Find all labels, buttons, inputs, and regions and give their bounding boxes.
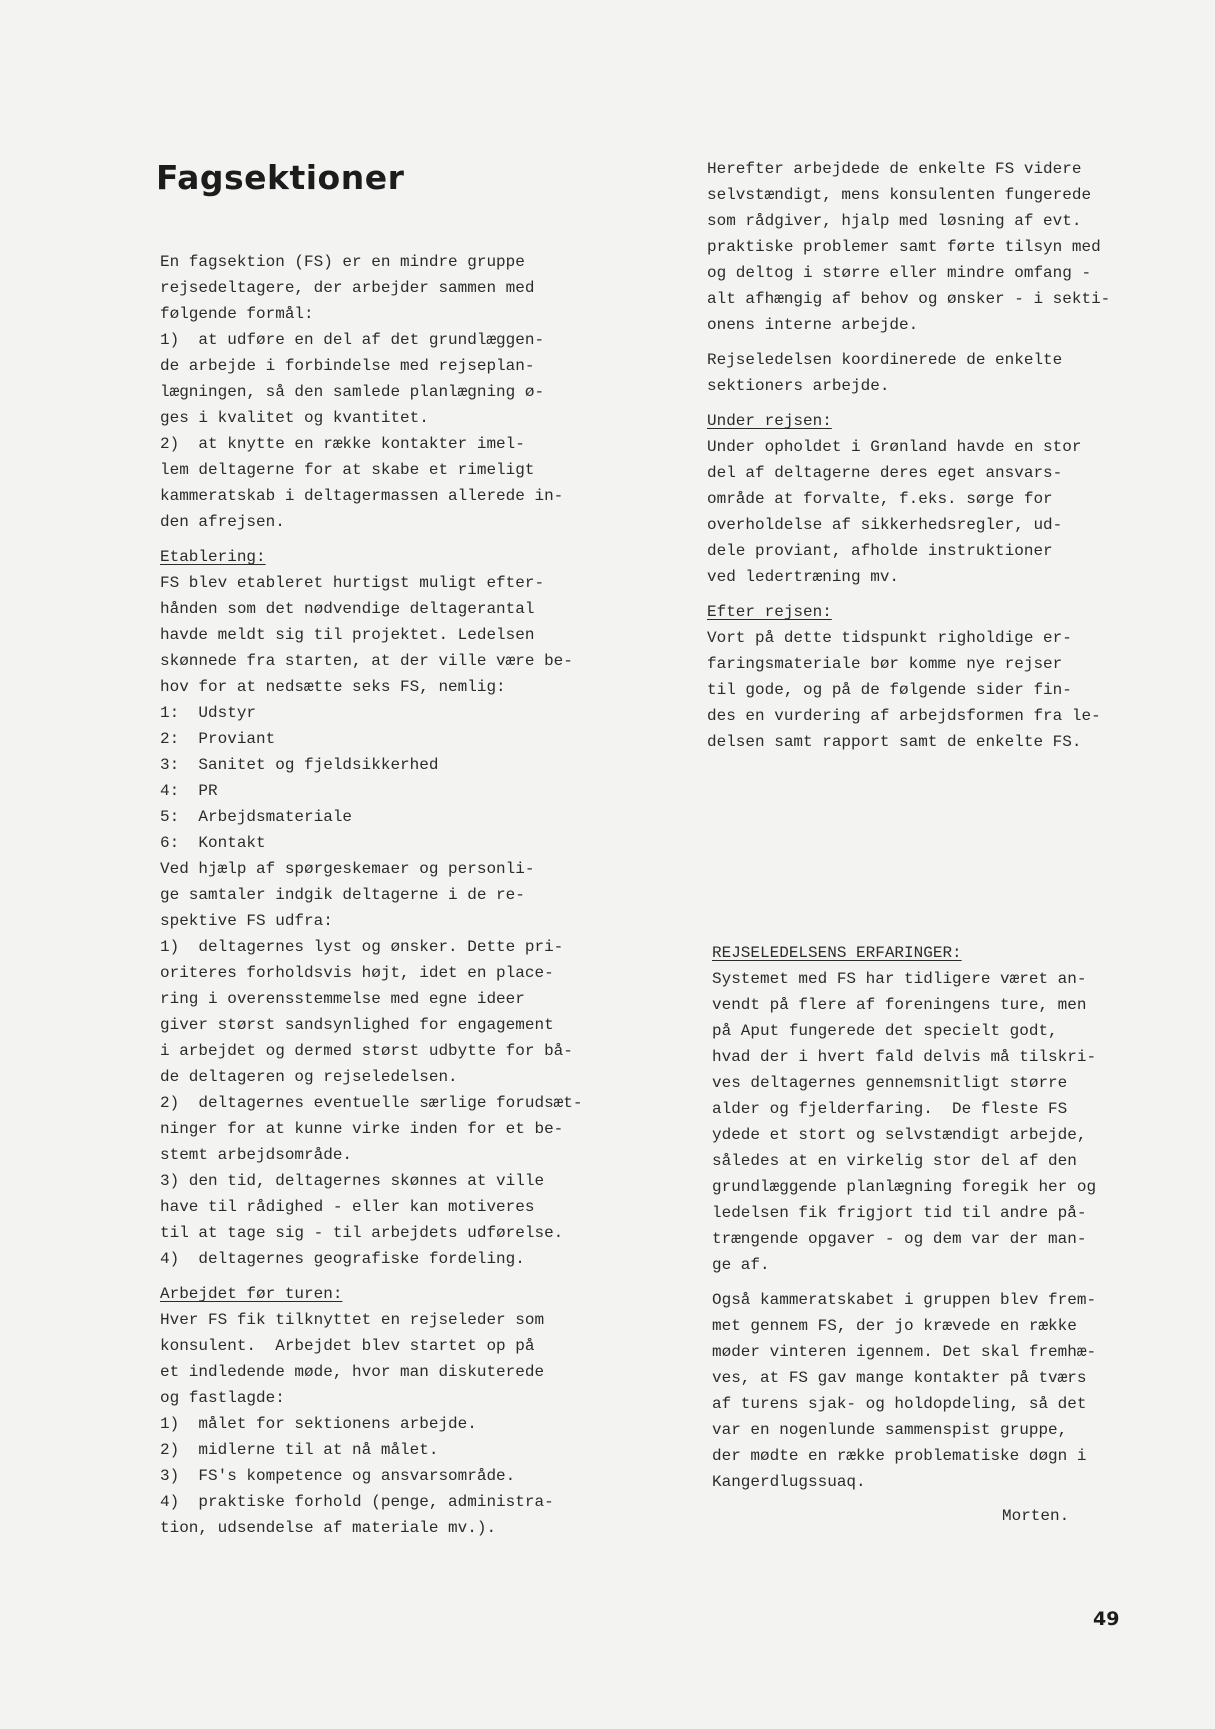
text-line: var en nogenlunde sammenspist gruppe, [712,1421,1068,1439]
text-line: have til rådighed - eller kan motiveres [160,1198,535,1216]
text-line: på Aput fungerede det specielt godt, [712,1022,1058,1040]
text-line: met gennem FS, der jo krævede en række [712,1317,1077,1335]
koordination-paragraph [707,347,1110,399]
page-title: Fagsektioner [156,158,405,197]
text-line: rejsedeltagere, der arbejder sammen med [160,279,535,297]
text-line: Rejseledelsen koordinerede de enkelte [707,351,1063,369]
text-line: de arbejde i forbindelse med rejseplan- [160,357,535,375]
text-line: trængende opgaver - og dem var der man- [712,1230,1087,1248]
text-line: ge samtaler indgik deltagerne i de re- [160,886,525,904]
kammeratskab-paragraph [712,1287,1096,1495]
text-line: sektioners arbejde. [707,377,890,395]
text-line: Hver FS fik tilknyttet en rejseleder som [160,1311,545,1329]
text-line: giver størst sandsynlighed for engagement [160,1016,554,1034]
text-line: til gode, og på de følgende sider fin- [707,681,1072,699]
text-line: ring i overensstemmelse med egne ideer [160,990,525,1008]
text-line: Også kammeratskabet i gruppen blev frem- [712,1291,1097,1309]
text-line: af turens sjak- og holdopdeling, så det [712,1395,1087,1413]
text-line: til at tage sig - til arbejdets udførelse. [160,1224,564,1242]
efter-rejsen-paragraph [707,625,1110,755]
text-line: følgende formål: [160,305,314,323]
text-line: hov for at nedsætte seks FS, nemlig: [160,678,506,696]
text-line: vendt på flere af foreningens ture, men [712,996,1087,1014]
erfaringer-paragraph [712,966,1096,1278]
text-line: et indledende møde, hvor man diskuterede [160,1363,545,1381]
text-line: alder og fjelderfaring. De fleste FS [712,1100,1068,1118]
text-line: den afrejsen. [160,513,285,531]
text-line: faringsmateriale bør komme nye rejser [707,655,1063,673]
text-line: 3) den tid, deltagernes skønnes at ville [160,1172,545,1190]
text-line: del af deltagerne deres eget ansvars- [707,464,1063,482]
text-line: des en vurdering af arbejdsformen fra le- [707,707,1101,725]
text-line: område at forvalte, f.eks. sørge for [707,490,1053,508]
text-line: 4) deltagernes geografiske fordeling. [160,1250,525,1268]
text-line: En fagsektion (FS) er en mindre gruppe [160,253,525,271]
text-line: spektive FS udfra: [160,912,333,930]
herefter-paragraph [707,156,1110,338]
text-line: 1) målet for sektionens arbejde. [160,1415,477,1433]
erfaringer-heading: REJSELEDELSENS ERFARINGER: [712,944,962,962]
etablering-paragraph [160,570,582,1272]
text-line: ledelsen fik frigjort tid til andre på- [712,1204,1087,1222]
text-line: Systemet med FS har tidligere været an- [712,970,1087,988]
text-line: alt afhængig af behov og ønsker - i sekti- [707,290,1111,308]
under-rejsen-paragraph [707,434,1110,590]
page-number: 49 [1093,1608,1120,1630]
text-line: stemt arbejdsområde. [160,1146,353,1164]
text-line: 6: Kontakt [160,834,266,852]
under-rejsen-heading: Under rejsen: [707,412,832,430]
text-line: de deltageren og rejseledelsen. [160,1068,458,1086]
text-line: ves deltagernes gennemsnitligt større [712,1074,1068,1092]
text-line: ydede et stort og selvstændigt arbejde, [712,1126,1087,1144]
text-line: delsen samt rapport samt de enkelte FS. [707,733,1082,751]
text-line: overholdelse af sikkerhedsregler, ud- [707,516,1063,534]
text-line: 1: Udstyr [160,704,257,722]
text-line: 3) FS's kompetence og ansvarsområde. [160,1467,516,1485]
text-line: havde meldt sig til projektet. Ledelsen [160,626,535,644]
text-line: ges i kvalitet og kvantitet. [160,409,429,427]
text-line: grundlæggende planlægning foregik her og [712,1178,1097,1196]
left-column [160,249,582,1541]
text-line: 2) midlerne til at nå målet. [160,1441,439,1459]
text-line: og fastlagde: [160,1389,285,1407]
text-line: praktiske problemer samt førte tilsyn med [707,238,1101,256]
text-line: 1) deltagernes lyst og ønsker. Dette pri- [160,938,564,956]
signature: Morten. [1002,1507,1070,1525]
text-line: således at en virkelig stor del af den [712,1152,1077,1170]
text-line: dele proviant, afholde instruktioner [707,542,1053,560]
text-line: som rådgiver, hjalp med løsning af evt. [707,212,1082,230]
text-line: Vort på dette tidspunkt righoldige er- [707,629,1072,647]
text-line: 2: Proviant [160,730,276,748]
text-line: lægningen, så den samlede planlægning ø- [160,383,545,401]
text-line: 2) at knytte en række kontakter imel- [160,435,525,453]
text-line: hvad der i hvert fald delvis må tilskri- [712,1048,1097,1066]
text-line: ved ledertræning mv. [707,568,900,586]
text-line: 3: Sanitet og fjeldsikkerhed [160,756,439,774]
text-line: onens interne arbejde. [707,316,919,334]
efter-rejsen-heading: Efter rejsen: [707,603,832,621]
intro-paragraph [160,249,582,535]
text-line: i arbejdet og dermed størst udbytte for bå- [160,1042,573,1060]
text-line: møder vinteren igennem. Det skal fremhæ- [712,1343,1097,1361]
text-line: 1) at udføre en del af det grundlæggen- [160,331,545,349]
text-line: ves, at FS gav mange kontakter på tværs [712,1369,1087,1387]
text-line: Under opholdet i Grønland havde en stor [707,438,1082,456]
text-line: skønnede fra starten, at der ville være be- [160,652,573,670]
arbejdet-paragraph [160,1307,582,1541]
arbejdet-heading: Arbejdet før turen: [160,1285,343,1303]
text-line: kammeratskab i deltagermassen allerede in- [160,487,564,505]
text-line: ninger for at kunne virke inden for et be- [160,1120,564,1138]
text-line: selvstændigt, mens konsulenten fungerede [707,186,1092,204]
text-line: 2) deltagernes eventuelle særlige forudsæt- [160,1094,583,1112]
text-line: 4: PR [160,782,218,800]
text-line: Ved hjælp af spørgeskemaer og personli- [160,860,535,878]
text-line: Herefter arbejdede de enkelte FS videre [707,160,1082,178]
text-line: oriteres forholdsvis højt, idet en place- [160,964,554,982]
text-line: 5: Arbejdsmateriale [160,808,353,826]
text-line: hånden som det nødvendige deltagerantal [160,600,535,618]
text-line: tion, udsendelse af materiale mv.). [160,1519,497,1537]
text-line: der mødte en række problematiske døgn i [712,1447,1087,1465]
right-column-bottom [712,940,1096,1495]
text-line: konsulent. Arbejdet blev startet op på [160,1337,535,1355]
right-column-top [707,156,1110,755]
text-line: ge af. [712,1256,770,1274]
text-line: og deltog i større eller mindre omfang - [707,264,1092,282]
text-line: FS blev etableret hurtigst muligt efter- [160,574,545,592]
text-line: lem deltagerne for at skabe et rimeligt [160,461,535,479]
text-line: 4) praktiske forhold (penge, administra- [160,1493,554,1511]
etablering-heading: Etablering: [160,548,266,566]
text-line: Kangerdlugssuaq. [712,1473,866,1491]
